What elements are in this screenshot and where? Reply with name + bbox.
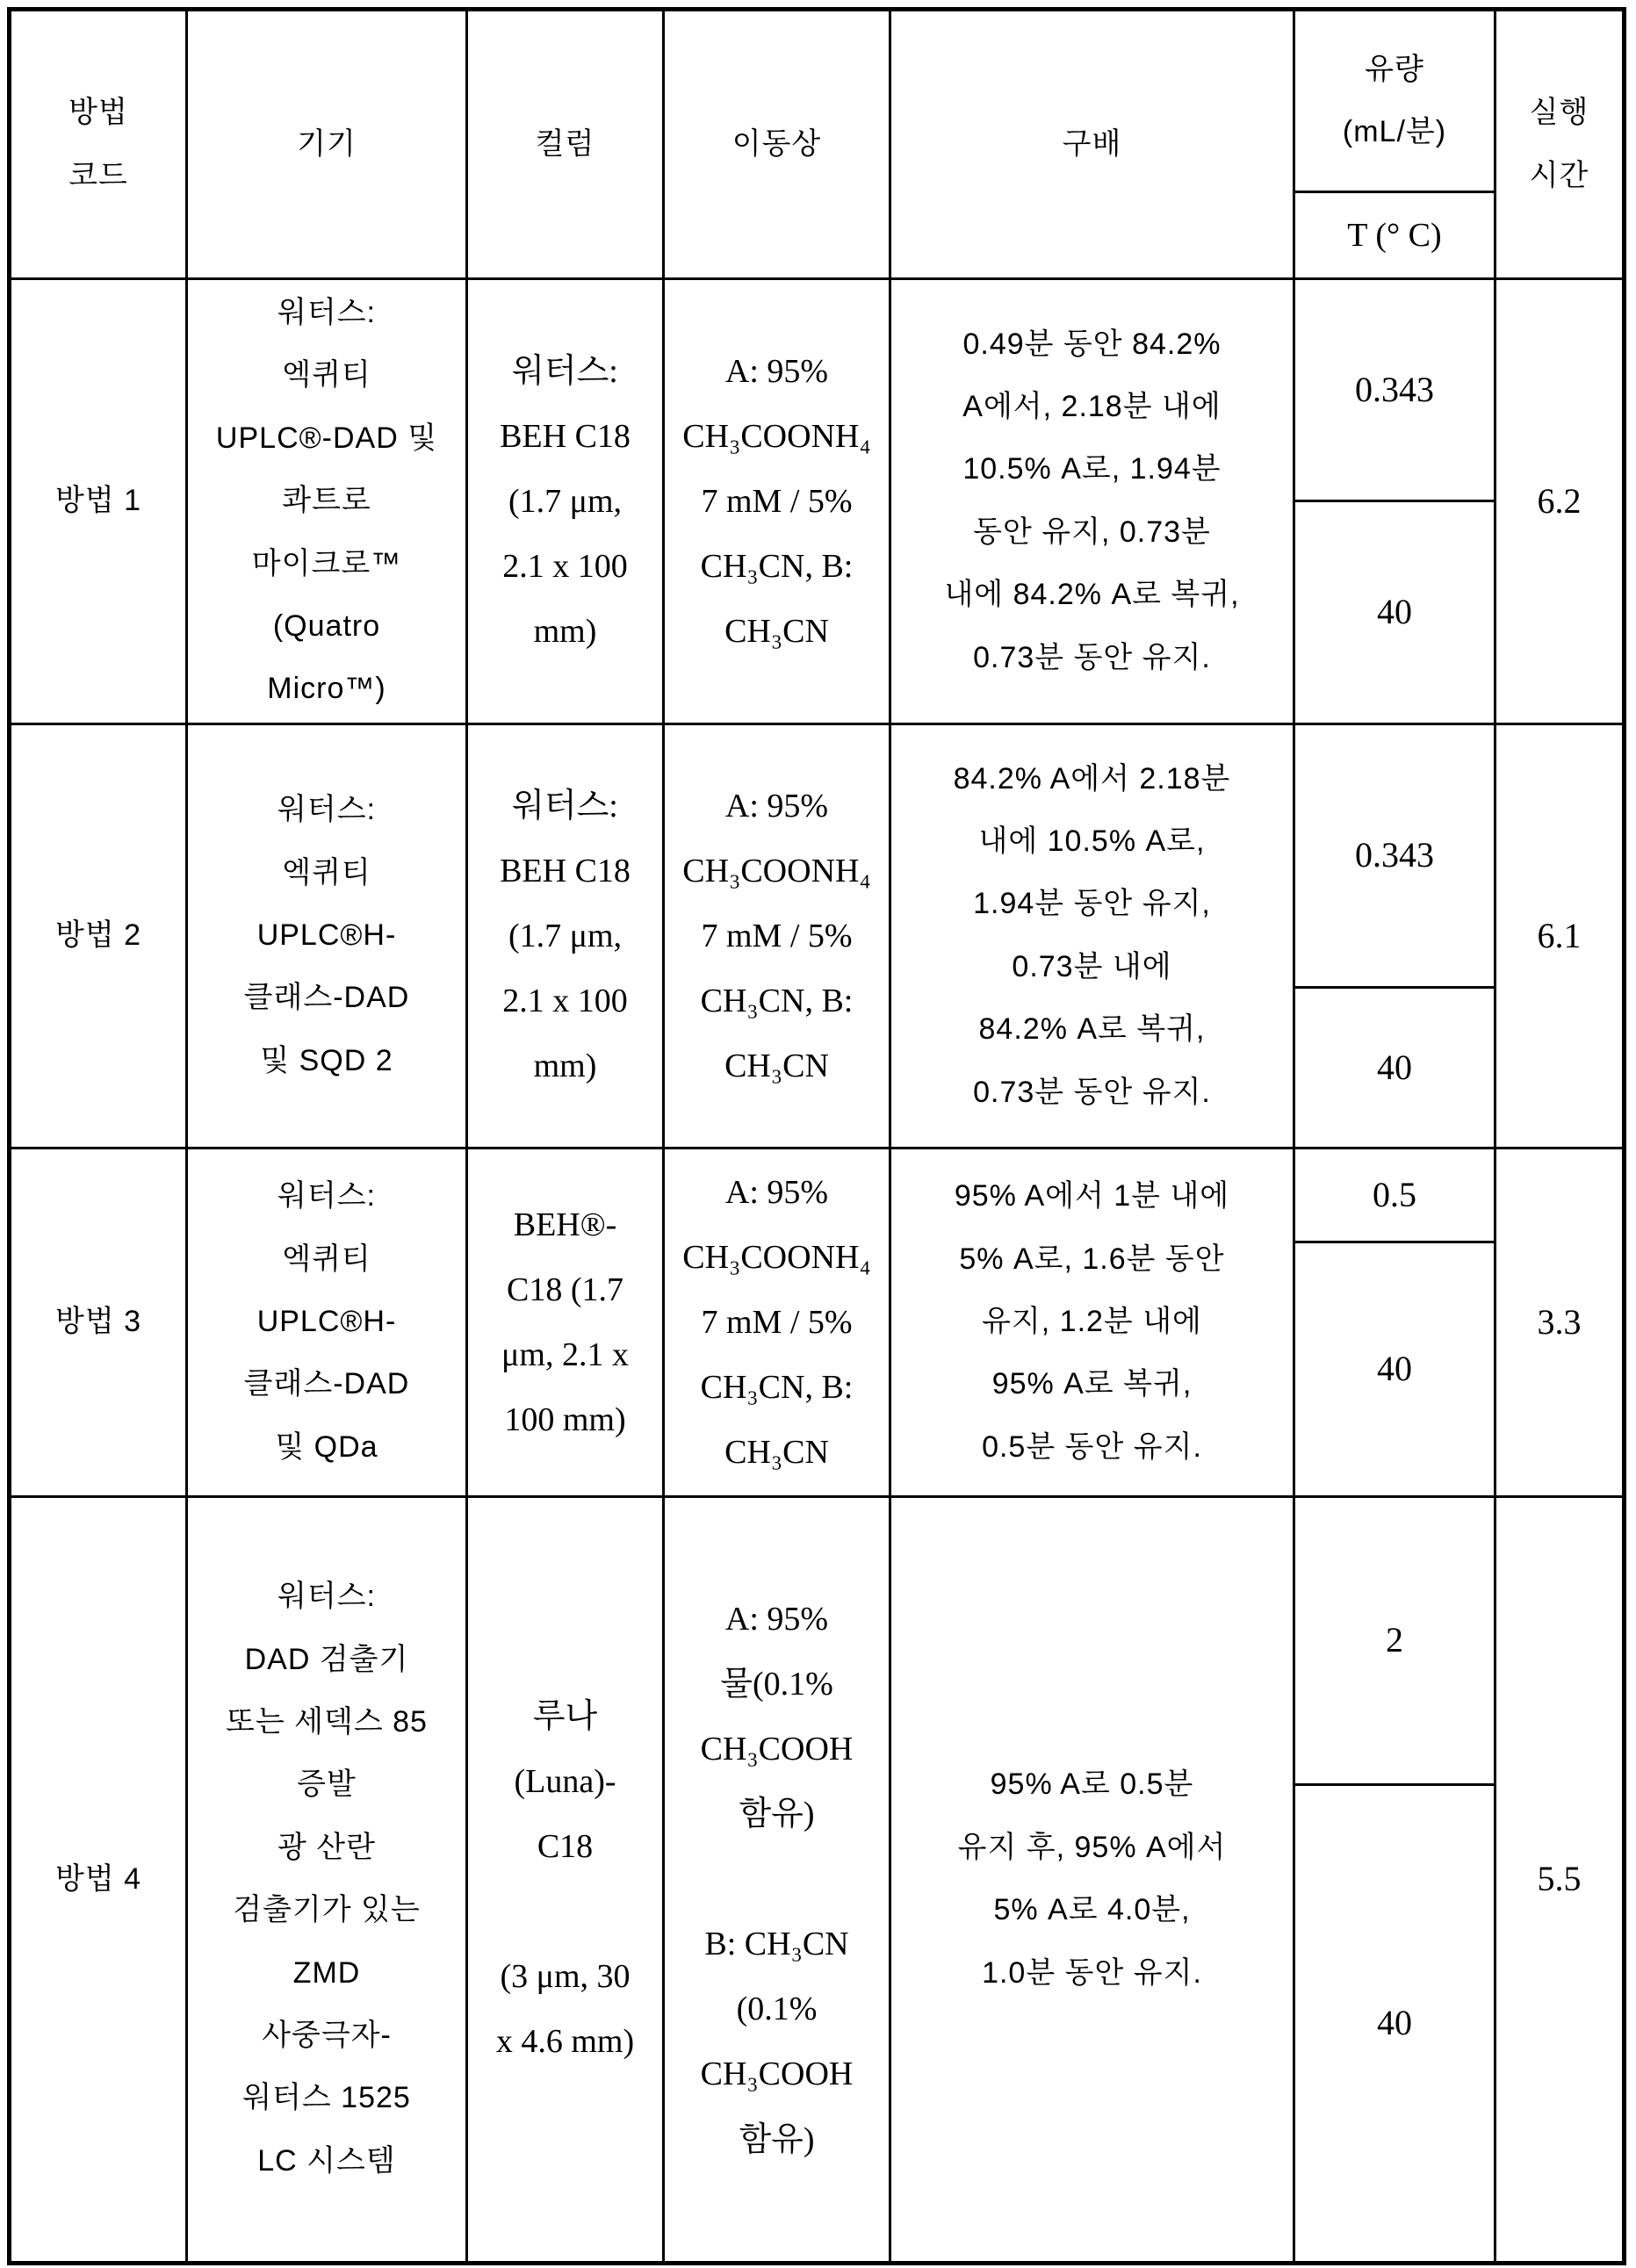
cell-m3-flow: 0.5: [1294, 1148, 1495, 1242]
cell-m4-mobile-phase: A: 95% 물(0.1% CH₃COOH 함유) B: CH₃CN (0.1% CH₃COOH 함유): [664, 1496, 890, 2263]
header-gradient: 구배: [890, 10, 1294, 279]
cell-m1-column: 워터스: BEH C18 (1.7 μm, 2.1 x 100 mm): [467, 279, 664, 724]
cell-m1-gradient: 0.49분 동안 84.2% A에서, 2.18분 내에 10.5% A로, 1.94분 동안 유지, 0.73분 내에 84.2% A로 복귀, 0.73분 동안 유지.: [890, 279, 1294, 724]
table-row: [10, 1148, 1625, 1242]
cell-m1-run-time: 6.2: [1495, 279, 1625, 724]
table-row: [10, 1496, 1625, 1784]
header-mobile-phase: 이동상: [664, 10, 890, 279]
cell-m4-method: 방법 4: [10, 1496, 187, 2263]
cell-m2-mobile-phase: A: 95% CH₃COONH₄ 7 mM / 5% CH₃CN, B: CH₃CN: [664, 724, 890, 1148]
cell-m4-gradient: 95% A로 0.5분 유지 후, 95% A에서 5% A로 4.0분, 1.0분 동안 유지.: [890, 1496, 1294, 2263]
header-temperature: T (° C): [1294, 192, 1495, 279]
cell-m4-run-time: 5.5: [1495, 1496, 1625, 2263]
header-row: [10, 10, 1625, 192]
cell-m2-column: 워터스: BEH C18 (1.7 μm, 2.1 x 100 mm): [467, 724, 664, 1148]
cell-m1-temp: 40: [1294, 500, 1495, 724]
cell-m4-column: 루나 (Luna)- C18 (3 μm, 30 x 4.6 mm): [467, 1496, 664, 2263]
cell-m2-gradient: 84.2% A에서 2.18분 내에 10.5% A로, 1.94분 동안 유지, 0.73분 내에 84.2% A로 복귀, 0.73분 동안 유지.: [890, 724, 1294, 1148]
cell-m3-temp: 40: [1294, 1242, 1495, 1496]
cell-m2-flow: 0.343: [1294, 724, 1495, 987]
cell-m1-mobile-phase: A: 95% CH₃COONH₄ 7 mM / 5% CH₃CN, B: CH₃CN: [664, 279, 890, 724]
cell-m3-run-time: 3.3: [1495, 1148, 1625, 1496]
hplc-methods-table-wrap: [7, 7, 1626, 2265]
hplc-methods-table: [7, 7, 1626, 2265]
cell-m2-temp: 40: [1294, 987, 1495, 1148]
table-row: [10, 279, 1625, 501]
cell-m2-instrument: 워터스: 엑퀴티 UPLC®H- 클래스-DAD 및 SQD 2: [187, 724, 467, 1148]
cell-m3-mobile-phase: A: 95% CH₃COONH₄ 7 mM / 5% CH₃CN, B: CH₃CN: [664, 1148, 890, 1496]
cell-m2-run-time: 6.1: [1495, 724, 1625, 1148]
header-method-code: 방법 코드: [10, 10, 187, 279]
header-flow-rate: 유량 (mL/분): [1294, 10, 1495, 192]
cell-m3-method: 방법 3: [10, 1148, 187, 1496]
cell-m3-instrument: 워터스: 엑퀴티 UPLC®H- 클래스-DAD 및 QDa: [187, 1148, 467, 1496]
cell-m3-gradient: 95% A에서 1분 내에 5% A로, 1.6분 동안 유지, 1.2분 내에 95% A로 복귀, 0.5분 동안 유지.: [890, 1148, 1294, 1496]
header-column: 컬럼: [467, 10, 664, 279]
cell-m3-column: BEH®- C18 (1.7 μm, 2.1 x 100 mm): [467, 1148, 664, 1496]
cell-m4-instrument: 워터스: DAD 검출기 또는 세덱스 85 증발 광 산란 검출기가 있는 ZMD 사중극자- 워터스 1525 LC 시스템: [187, 1496, 467, 2263]
header-instrument: 기기: [187, 10, 467, 279]
cell-m2-method: 방법 2: [10, 724, 187, 1148]
table-row: [10, 724, 1625, 987]
cell-m1-flow: 0.343: [1294, 279, 1495, 501]
cell-m1-instrument: 워터스: 엑퀴티 UPLC®-DAD 및 콰트로 마이크로™ (Quatro Micro™): [187, 279, 467, 724]
cell-m1-method: 방법 1: [10, 279, 187, 724]
cell-m4-temp: 40: [1294, 1784, 1495, 2263]
header-run-time: 실행 시간: [1495, 10, 1625, 279]
cell-m4-flow: 2: [1294, 1496, 1495, 1784]
